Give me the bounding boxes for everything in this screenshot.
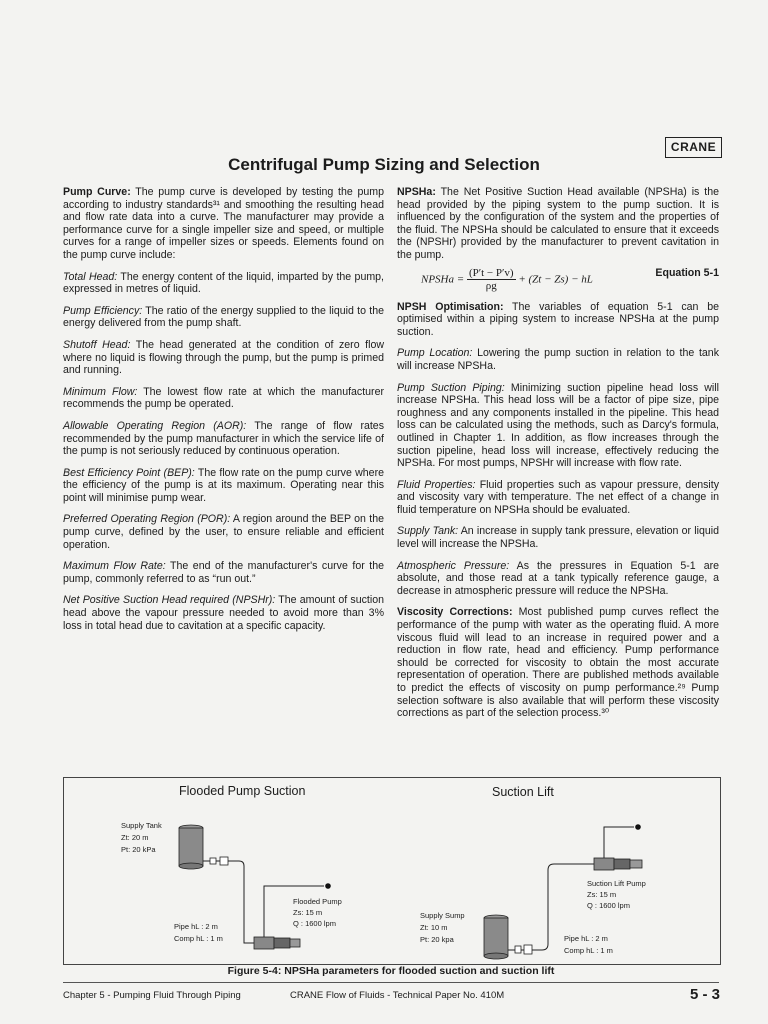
aor-paragraph — [63, 420, 384, 458]
term: Pump Curve: — [63, 186, 131, 198]
footer-divider — [63, 982, 719, 983]
pump-location-paragraph — [397, 347, 719, 372]
term: Viscosity Corrections: — [397, 606, 513, 619]
term: Pump Location: — [397, 347, 473, 360]
paragraph-text: The energy content of the liquid, imparted by the pump, expressed in metres of liquid. — [63, 270, 384, 296]
supply-tank-pressure: Pt: 20 kPa — [121, 845, 156, 854]
lift-component-headloss: Comp hL : 1 m — [564, 946, 613, 955]
term: NPSHa: — [397, 186, 436, 198]
equation-denominator: ρg — [485, 280, 497, 293]
suction-lift-pump-icon — [594, 858, 642, 870]
por-paragraph — [63, 513, 384, 551]
supply-tank-elevation: Zt: 20 m — [121, 833, 149, 842]
paragraph-text: Fluid properties such as vapour pressure, density and viscosity vary with temperature. The net effect of a change in fluid temperature on NPSHa should be evaluated. — [397, 478, 719, 516]
term: Preferred Operating Region (POR): — [63, 513, 231, 526]
npsha-paragraph — [397, 186, 719, 262]
paragraph-text: The amount of suction head above the vapour pressure needed to avoid more than 3% loss in total head due to cavitation at a specific capacity. — [63, 594, 384, 632]
paragraph-text: As the pressures in Equation 5-1 are absolute, and those read at a tank typically reference gauge, a decrease in atmospheric pressure will reduce the NPSHa. — [397, 559, 720, 597]
term: Allowable Operating Region (AOR): — [63, 419, 247, 432]
supply-sump-icon — [484, 915, 508, 959]
term: Pump Suction Piping: — [397, 381, 505, 394]
paragraph-text: The variables of equation 5-1 can be optimised within a piping system to increase NPSHa at the pump suction. — [397, 300, 719, 338]
viscosity-paragraph — [397, 606, 719, 719]
term: Shutoff Head: — [63, 338, 131, 351]
term: Best Efficiency Point (BEP): — [63, 466, 195, 479]
supply-tank-paragraph — [397, 525, 719, 550]
page-title: Centrifugal Pump Sizing and Selection — [228, 155, 540, 174]
term: Atmospheric Pressure: — [397, 559, 510, 572]
fluid-properties-paragraph — [397, 479, 719, 517]
max-flow-paragraph — [63, 560, 384, 585]
term: Net Positive Suction Head required (NPSHr): — [63, 594, 276, 607]
supply-tank-icon — [179, 825, 203, 869]
flooded-discharge-endpoint — [325, 883, 331, 889]
flooded-component-headloss: Comp hL : 1 m — [174, 934, 223, 943]
flooded-title: Flooded Pump Suction — [179, 784, 306, 798]
flooded-pipe-headloss: Pipe hL : 2 m — [174, 922, 218, 931]
crane-logo: CRANE — [665, 137, 722, 158]
total-head-paragraph — [63, 271, 384, 296]
paragraph-text: The ratio of the energy supplied to the liquid to the energy delivered from the pump shaft. — [63, 304, 384, 330]
paragraph-text: The flow rate on the pump curve where the efficiency of the pump is at its maximum. Operating near this point will minimise pump wear. — [63, 466, 384, 504]
flooded-pump-flow: Q : 1600 lpm — [293, 919, 336, 928]
supply-sump-label: Supply Sump — [420, 911, 465, 920]
lift-pump-flow: Q : 1600 lpm — [587, 901, 630, 910]
supply-sump-pressure: Pt: 20 kpa — [420, 935, 454, 944]
paragraph-text: A region around the BEP on the pump curve, defined by the user, to ensure reliable and efficient operation. — [63, 513, 384, 551]
paragraph-text: The pump curve is developed by testing the pump according to industry standards³¹ and smoothing the resulting head and flow rate data into a curve. The manufacturer may provide a performance curve for a single impeller size and speed, or multiple curves for a range of impeller sizes or speeds. Elements found on the pump curve include: — [63, 186, 384, 261]
atmospheric-pressure-paragraph — [397, 560, 719, 598]
lift-pump-elevation: Zs: 15 m — [587, 890, 617, 899]
lift-discharge-pipe — [604, 827, 634, 858]
term: Total Head: — [63, 270, 118, 283]
flooded-pump-elevation: Zs: 15 m — [293, 908, 323, 917]
paragraph-text: Minimizing suction pipeline head loss will increase NPSHa. This head loss will be a factor of pipe size, pipe roughness and any components installed in the pipeline. This head loss can be calculated using the methods, such as Darcy's formula, outlined in Chapter 1. In addition, as flow increases through the suction pipeline, head loss will increase, effectively reducing the NPSHa. For most pumps, NPSHr will increase with flow rate. — [397, 381, 719, 470]
paragraph-text: Lowering the pump suction in relation to the tank will increase NPSHa. — [397, 347, 719, 372]
term: Maximum Flow Rate: — [63, 560, 166, 573]
shutoff-head-paragraph — [63, 339, 384, 377]
equation-5-1 — [397, 267, 719, 295]
paragraph-text: The head generated at the condition of zero flow where no liquid is flowing through the pump, but the pump is primed and running. — [63, 338, 384, 377]
term: Fluid Properties: — [397, 478, 476, 491]
footer-chapter: Chapter 5 - Pumping Fluid Through Piping — [63, 990, 241, 1001]
lift-pump-label: Suction Lift Pump — [587, 879, 646, 888]
equation-label: Equation 5-1 — [655, 266, 719, 279]
paragraph-text: The end of the manufacturer's curve for the pump, commonly referred to as “run out.” — [63, 560, 384, 585]
flooded-pump-icon — [254, 937, 300, 949]
equation-formula — [421, 267, 593, 293]
term: Minimum Flow: — [63, 385, 138, 398]
equation-lhs: NPSHa = — [421, 273, 465, 286]
supply-sump-elevation: Zt: 10 m — [420, 923, 448, 932]
equation-rhs: + (Zt − Zs) − hL — [518, 273, 593, 286]
bep-paragraph — [63, 467, 384, 505]
lift-discharge-endpoint — [635, 824, 641, 830]
equation-fraction — [467, 267, 516, 293]
paragraph-text: Most published pump curves reflect the performance of the pump with water as the operating fluid. A more viscous fluid will lead to an increase in required power and a reduction in flow rate, head and efficiency. Pump performance should be corrected for viscosity to obtain the most accurate representation of operation. There are published methods available to predict the effects of viscosity on pump performance.²⁹ Pump selection software is also available that will perform these viscosity corrections as part of the selection process.³⁰ — [397, 606, 719, 720]
flooded-pump-label: Flooded Pump — [293, 897, 342, 906]
term: NPSH Optimisation: — [397, 300, 504, 313]
suction-lift-title: Suction Lift — [492, 785, 554, 799]
right-column — [397, 186, 719, 729]
figure-diagram — [64, 778, 720, 964]
footer-publication: CRANE Flow of Fluids - Technical Paper No. 410M — [290, 990, 505, 1001]
figure-5-4 — [63, 777, 721, 965]
paragraph-text: An increase in supply tank pressure, elevation or liquid level will increase the NPSHa. — [397, 525, 719, 551]
figure-caption: Figure 5-4: NPSHa parameters for flooded suction and suction lift — [227, 965, 555, 977]
paragraph-text: The range of flow rates recommended by the pump manufacturer in which the service life of the pump is not seriously reduced by continuous operation. — [63, 419, 384, 458]
paragraph-text: The Net Positive Suction Head available (NPSHa) is the head provided by the piping system to the pump suction. It is influenced by the configuration of the system and the properties of the fluid. The NPSHa should be calculated to ensure that it exceeds the (NPSHr) provided by the manufacturer to prevent cavitation in the pump. — [397, 186, 719, 261]
suction-piping-paragraph — [397, 382, 719, 470]
equation-numerator: (P′t − P′v) — [468, 266, 514, 279]
npsh-optimisation-paragraph — [397, 301, 719, 339]
page-number: 5 - 3 — [689, 986, 720, 1003]
term: Supply Tank: — [397, 525, 459, 538]
supply-tank-label: Supply Tank — [121, 821, 162, 830]
paragraph-text: The lowest flow rate at which the manufacturer recommends the pump be operated. — [63, 385, 384, 411]
term: Pump Efficiency: — [63, 304, 143, 317]
pump-efficiency-paragraph — [63, 305, 384, 330]
minimum-flow-paragraph — [63, 386, 384, 411]
lift-pipe-headloss: Pipe hL : 2 m — [564, 934, 608, 943]
pump-curve-paragraph — [63, 186, 384, 262]
npshr-paragraph — [63, 594, 384, 632]
left-column — [63, 186, 384, 641]
